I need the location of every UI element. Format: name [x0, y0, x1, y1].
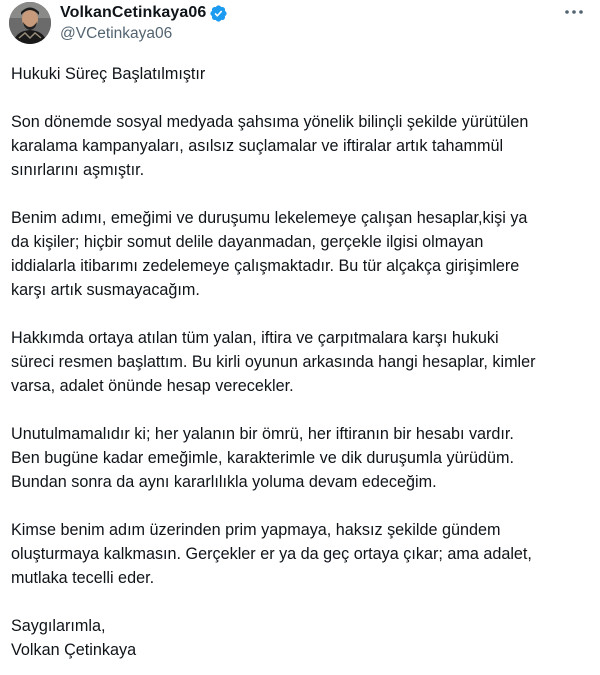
- more-options-icon[interactable]: [563, 4, 585, 20]
- tweet-paragraph: Kimse benim adım üzerinden prim yapmaya, haksız şekilde gündem oluşturmaya kalkmasın. Gerçekler er ya da geç ortaya çıkar; ama adalet, mutlaka tecelli eder.: [11, 521, 532, 587]
- tweet-paragraph: Son dönemde sosyal medyada şahsıma yönelik bilinçli şekilde yürütülen karalama kampanyaları, asılsız suçlamalar ve iftiralar artık tahammül sınırlarını aşmıştır.: [11, 113, 529, 179]
- author-name-row: [60, 2, 228, 24]
- tweet-title: Hukuki Süreç Başlatılmıştır: [11, 65, 206, 83]
- tweet-closing: Saygılarımla,: [11, 617, 106, 635]
- tweet-paragraph: Unutulmamalıdır ki; her yalanın bir ömrü, her iftiranın bir hesabı vardır. Ben bugüne kadar emeğimle, karakterimle ve dik duruşumla yürüdüm. Bundan sonra da aynı kararlılıkla yoluma devam edeceğim.: [11, 425, 514, 491]
- author-handle[interactable]: @VCetinkaya06: [60, 25, 173, 42]
- avatar[interactable]: [9, 2, 51, 44]
- verified-badge-icon: [209, 4, 228, 23]
- tweet-paragraph: Hakkımda ortaya atılan tüm yalan, iftira ve çarpıtmalara karşı hukuki süreci resmen başlattım. Bu kirli oyunun arkasında hangi hesaplar, kimler varsa, adalet önünde hesap verecekler.: [11, 329, 536, 395]
- tweet-signature: Volkan Çetinkaya: [11, 641, 137, 659]
- tweet-header: [0, 0, 600, 50]
- tweet-body: [11, 62, 591, 662]
- tweet-paragraph: Benim adımı, emeğimi ve duruşumu lekelemeye çalışan hesaplar,kişi ya da kişiler; hiçbir somut delile dayanmadan, gerçekle ilgisi olmayan iddialarla itibarımı zedelemeye çalışmaktadır. Bu tür alçakça girişimlere karşı artık susmayacağım.: [11, 209, 528, 299]
- author-display-name[interactable]: VolkanCetinkaya06: [60, 4, 207, 21]
- profile-photo-icon: [9, 2, 51, 44]
